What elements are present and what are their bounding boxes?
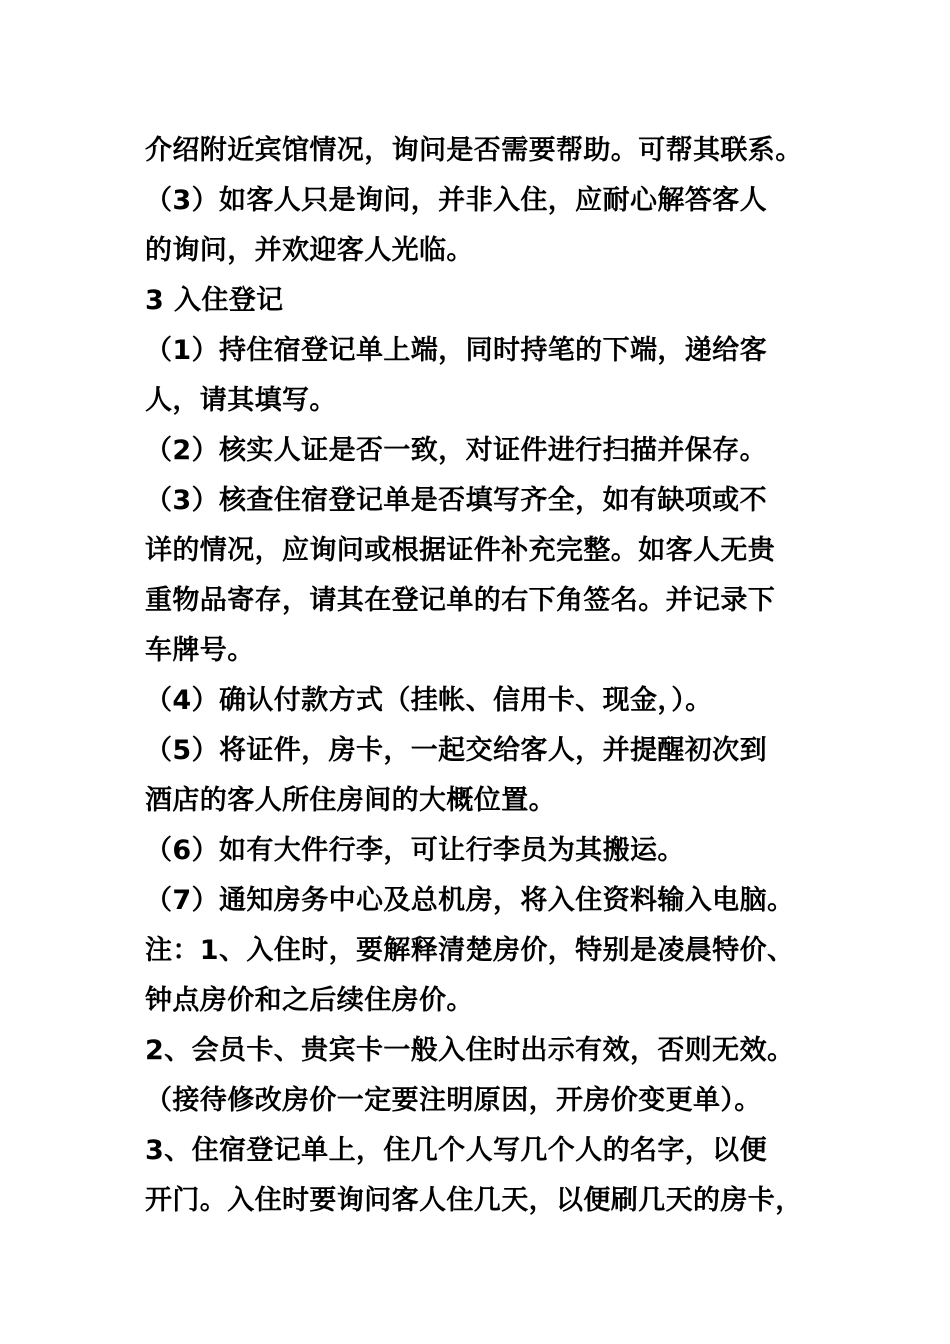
text-line: 详的情况，应询问或根据证件补充完整。如客人无贵 <box>145 535 776 566</box>
note-line: 3、住宿登记单上，住几个人写几个人的名字，以便 <box>145 1135 767 1166</box>
text-line: 酒店的客人所住房间的大概位置。 <box>145 785 556 816</box>
text-line: （3）核查住宿登记单是否填写齐全，如有缺项或不 <box>145 485 767 516</box>
text-line: 车牌号。 <box>145 635 255 666</box>
document-body <box>145 126 835 1226</box>
text-line: 人，请其填写。 <box>145 385 337 416</box>
text-line: （3）如客人只是询问，并非入住，应耐心解答客人 <box>145 185 767 216</box>
text-line: 的询问，并欢迎客人光临。 <box>145 235 474 266</box>
note-line: （接待修改房价一定要注明原因，开房价变更单）。 <box>145 1085 762 1116</box>
note-line: 2、会员卡、贵宾卡一般入住时出示有效，否则无效。 <box>145 1035 795 1066</box>
text-line: （4）确认付款方式（挂帐、信用卡、现金，）。 <box>145 685 713 716</box>
section-heading: 3 入住登记 <box>145 285 284 316</box>
note-line: 钟点房价和之后续住房价。 <box>145 985 474 1016</box>
text-line: （6）如有大件行李，可让行李员为其搬运。 <box>145 835 685 866</box>
note-line: 开门。入住时要询问客人住几天，以便刷几天的房卡， <box>145 1185 803 1216</box>
text-line: （2）核实人证是否一致，对证件进行扫描并保存。 <box>145 435 767 466</box>
note-line: 注：1、入住时，要解释清楚房价，特别是凌晨特价、 <box>145 935 795 966</box>
text-line: 重物品寄存，请其在登记单的右下角签名。并记录下 <box>145 585 776 616</box>
text-line: （7）通知房务中心及总机房，将入住资料输入电脑。 <box>145 885 795 916</box>
text-line: （1）持住宿登记单上端，同时持笔的下端，递给客 <box>145 335 767 366</box>
text-line: 介绍附近宾馆情况，询问是否需要帮助。可帮其联系。 <box>145 135 803 166</box>
text-line: （5）将证件，房卡，一起交给客人，并提醒初次到 <box>145 735 767 766</box>
